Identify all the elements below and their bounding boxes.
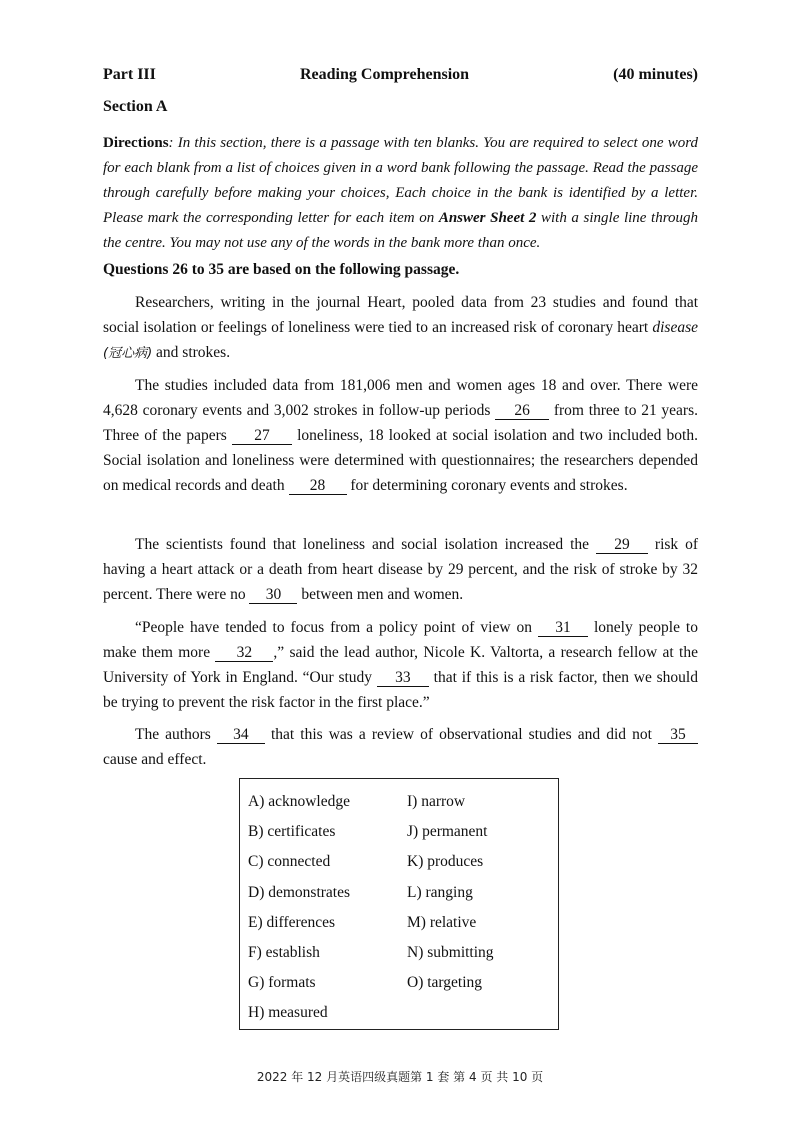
word-bank-item: O) targeting — [407, 974, 483, 992]
answer-sheet-ref: Answer Sheet 2 — [438, 210, 537, 226]
directions-label: Directions — [103, 135, 169, 151]
word-bank-item: D) demonstrates — [248, 883, 351, 901]
part-title: Reading Comprehension — [300, 66, 470, 83]
directions-text-2: with a single line through the centre. You may not use any of the words in the bank more than once. — [103, 210, 698, 251]
p1-cjk-gloss: (冠心病) — [103, 346, 153, 361]
page-header — [103, 66, 698, 88]
p4-text-b: lonely people to make them more — [103, 619, 698, 661]
word-bank-item: H) measured — [248, 1004, 328, 1022]
directions-colon: : — [168, 135, 174, 151]
blank-27[interactable]: 27 — [232, 427, 292, 445]
p5-text-a: The authors — [135, 726, 217, 743]
word-bank-item: F) establish — [248, 943, 320, 961]
directions — [103, 131, 698, 256]
word-bank-column-2 — [407, 792, 494, 1003]
p4-text-d: that if this is a risk factor, then we should be trying to prevent the risk factor in the first place.” — [103, 669, 698, 711]
p5-text-b: that this was a review of observational studies and did not — [264, 726, 658, 743]
questions-heading: Questions 26 to 35 are based on the following passage. — [103, 261, 460, 278]
word-bank-item: I) narrow — [407, 793, 466, 810]
passage-paragraph-5 — [103, 722, 698, 772]
part-label: Part III — [103, 66, 156, 83]
p3-text-b: risk of having a heart attack or a death from heart disease by 29 percent, and the risk of stroke by 32 percent. There were no — [103, 536, 699, 603]
p1-disease: disease — [652, 319, 698, 336]
blank-31[interactable]: 31 — [538, 619, 588, 637]
blank-29[interactable]: 29 — [596, 536, 648, 554]
p2-text-b: from three to 21 years. Three of the papers — [103, 402, 698, 444]
time-limit: (40 minutes) — [613, 66, 698, 83]
word-bank-item: L) ranging — [407, 883, 473, 901]
passage-paragraph-4 — [103, 615, 698, 715]
word-bank — [239, 778, 559, 1030]
word-bank-item: J) permanent — [407, 823, 488, 841]
p2-text-a: The studies included data from 181,006 men and women ages 18 and over. There were 4,628 coronary events and 3,002 strokes in follow-up periods — [103, 377, 698, 419]
word-bank-item: C) connected — [248, 853, 331, 871]
blank-26[interactable]: 26 — [495, 402, 549, 420]
blank-34[interactable]: 34 — [217, 726, 265, 744]
section-title: Section A — [103, 98, 168, 115]
p4-text-a: “People have tended to focus from a policy point of view on — [135, 619, 538, 636]
p4-text-c: ,” said the lead author, Nicole K. Valtorta, a research fellow at the University of York in England. “Our study — [103, 644, 698, 686]
blank-30[interactable]: 30 — [249, 586, 297, 604]
p3-text-c: between men and women. — [297, 586, 464, 603]
blank-28[interactable]: 28 — [289, 477, 347, 495]
passage-paragraph-1 — [103, 290, 698, 366]
blank-33[interactable]: 33 — [377, 669, 429, 687]
p3-text-a: The scientists found that loneliness and social isolation increased the — [135, 536, 596, 553]
word-bank-item: A) acknowledge — [248, 793, 350, 810]
p5-text-c: cause and effect. — [103, 751, 207, 768]
passage-paragraph-3 — [103, 532, 698, 607]
word-bank-item: E) differences — [248, 913, 336, 931]
passage-paragraph-2 — [103, 373, 698, 498]
word-bank-item: M) relative — [407, 913, 477, 931]
blank-32[interactable]: 32 — [215, 644, 273, 662]
directions-text-1: In this section, there is a passage with ten blanks. You are required to select one word for each blank from a list of choices given in a word bank following the passage. Read the passage through carefully before making your choices, Each choice in the bank is identified by a letter. Please mark the corresponding letter for each item on — [103, 135, 698, 226]
page-footer: 2022 年 12 月英语四级真题第 1 套 第 4 页 共 10 页 — [256, 1070, 544, 1084]
word-bank-item: N) submitting — [407, 943, 494, 961]
p2-text-d: for determining coronary events and strokes. — [346, 477, 628, 494]
word-bank-column-1 — [248, 792, 350, 1034]
p1-text-b: and strokes. — [152, 344, 231, 361]
word-bank-item: K) produces — [407, 853, 484, 871]
word-bank-item: B) certificates — [248, 823, 336, 841]
p2-text-c: loneliness, 18 looked at social isolation and two included both. Social isolation and loneliness were determined with questionnaires; the researchers depended on medical records and death — [103, 427, 698, 494]
word-bank-item: G) formats — [248, 974, 316, 992]
p1-text-a: Researchers, writing in the journal Heart, pooled data from 23 studies and found that social isolation or feelings of loneliness were tied to an increased risk of coronary heart — [103, 294, 698, 336]
blank-35[interactable]: 35 — [658, 726, 698, 744]
